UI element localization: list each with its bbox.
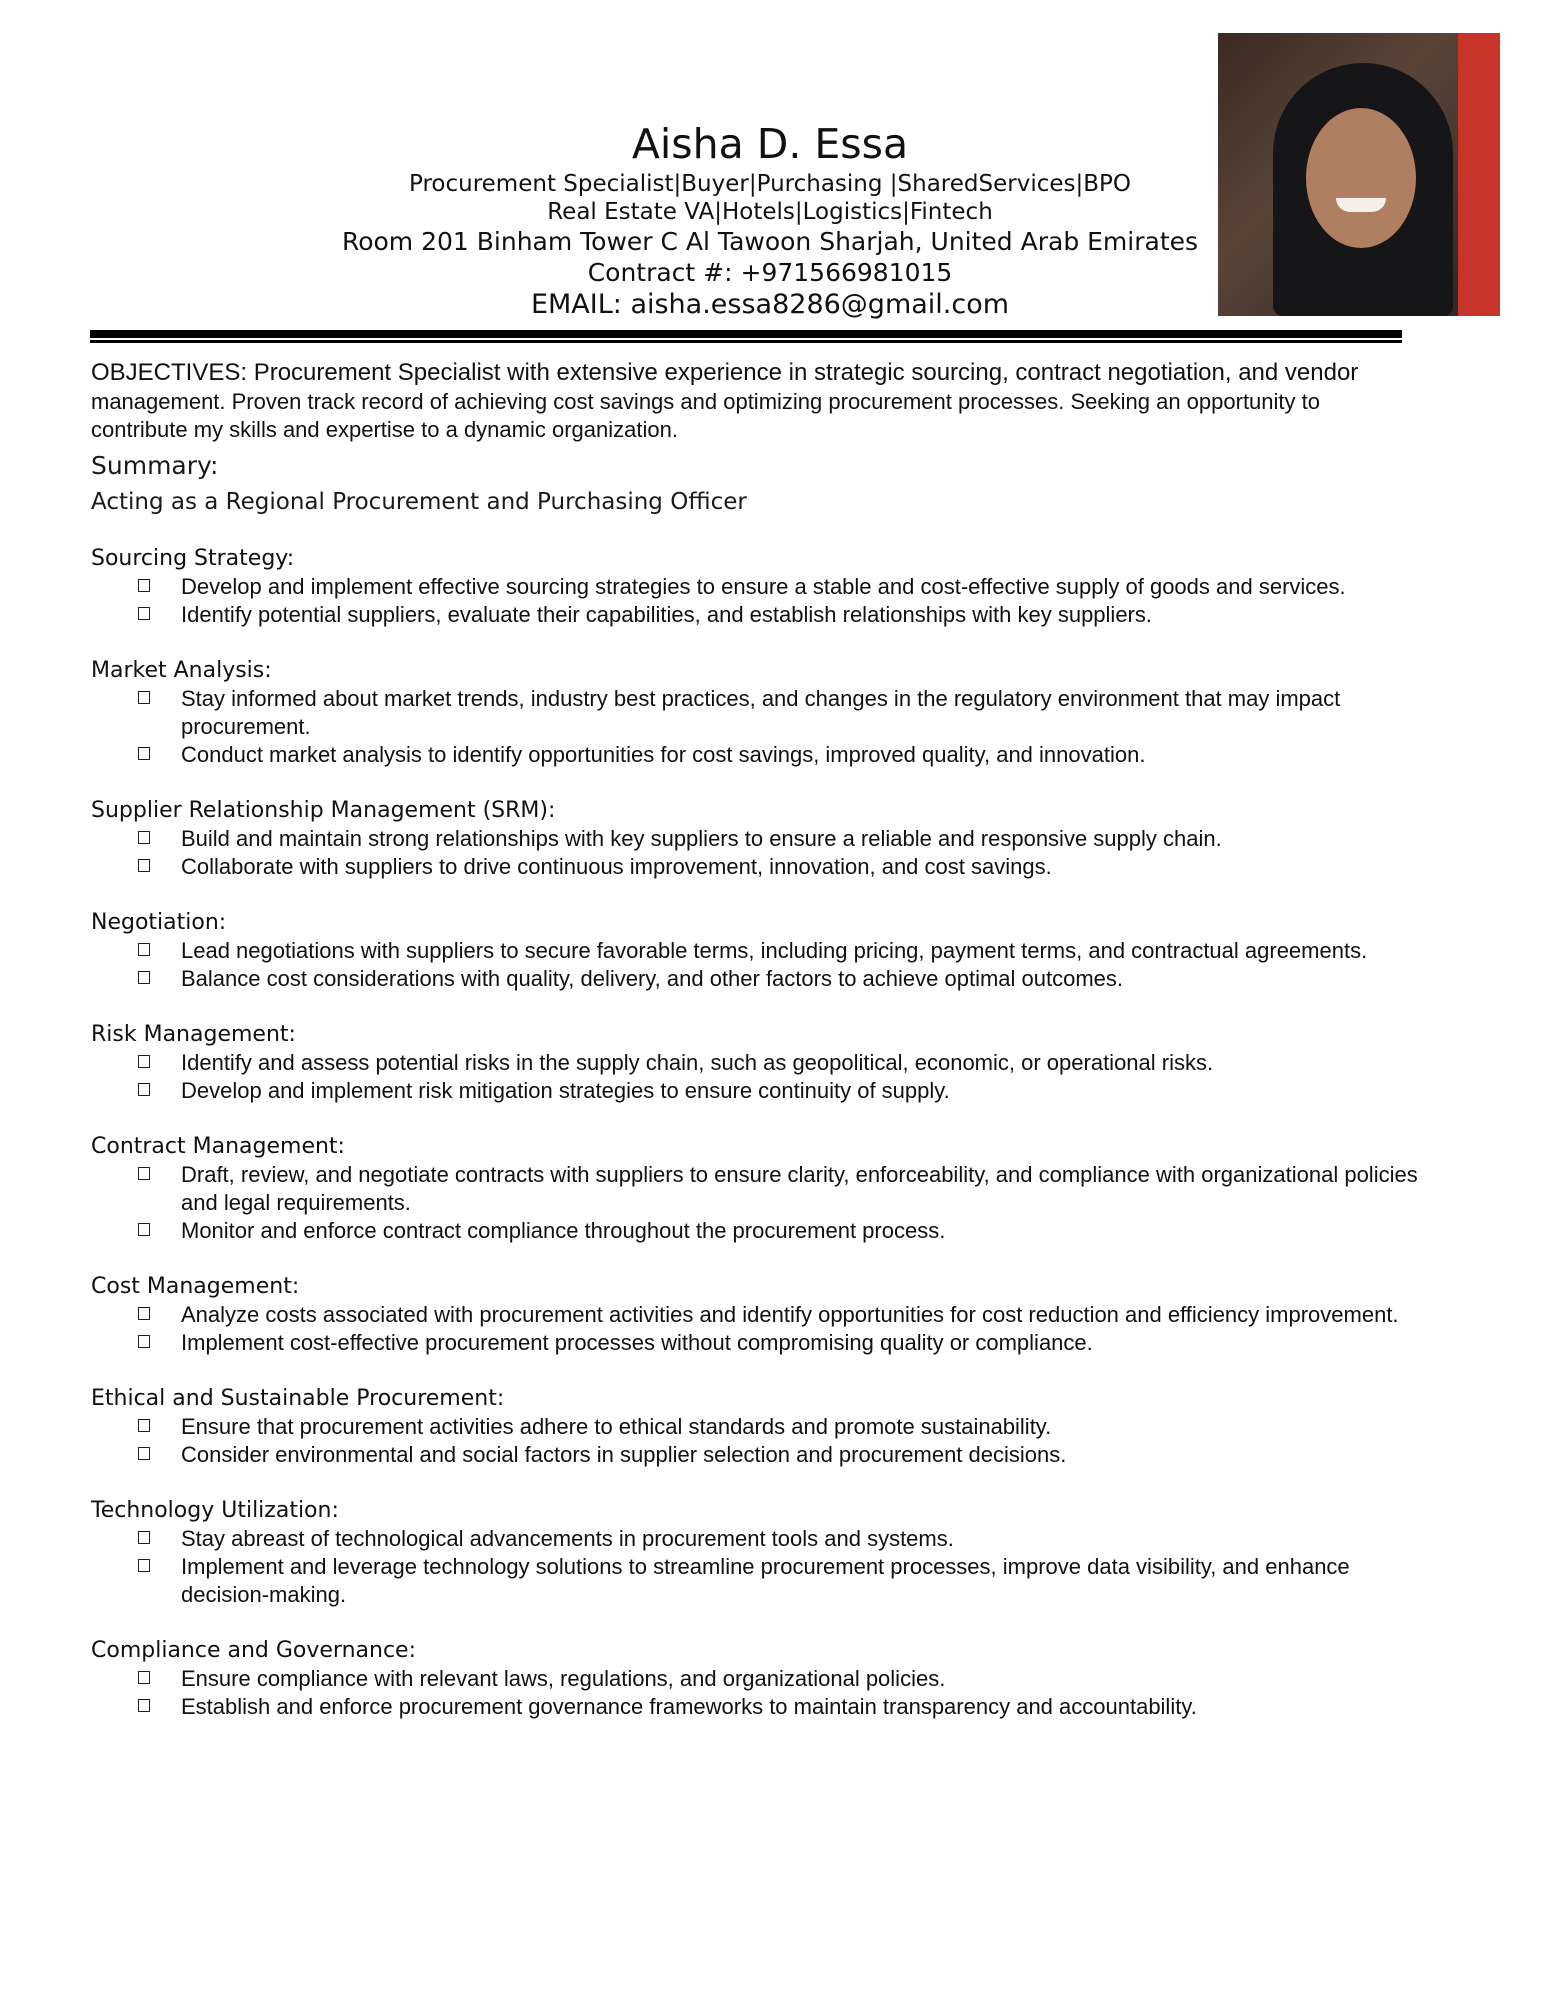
list-item-text: Develop and implement risk mitigation strategies to ensure continuity of supply. [181,1078,950,1103]
email: EMAIL: aisha.essa8286@gmail.com [530,289,1010,320]
job-titles: Procurement Specialist|Buyer|Purchasing |SharedServices|BPO [409,171,1131,197]
list-item [91,601,1421,629]
checkbox-bullet-icon [138,607,150,620]
section [91,797,1421,881]
list-item-text: Ensure compliance with relevant laws, regulations, and organizational policies. [181,1666,946,1691]
checkbox-bullet-icon [138,579,150,592]
checkbox-bullet-icon [138,1335,150,1348]
list-item [91,853,1421,881]
section [91,1385,1421,1469]
address: Room 201 Binham Tower C Al Tawoon Sharjah, United Arab Emirates [341,227,1199,256]
checkbox-bullet-icon [138,747,150,760]
checkbox-bullet-icon [138,1055,150,1068]
list-item-text: Collaborate with suppliers to drive continuous improvement, innovation, and cost savings. [181,854,1052,879]
list-item [91,1161,1421,1217]
list-item [91,1553,1421,1609]
list-item-text: Develop and implement effective sourcing strategies to ensure a stable and cost-effective supply of goods and services. [181,574,1346,599]
list-item-text: Establish and enforce procurement governance frameworks to maintain transparency and accountability. [181,1694,1197,1719]
list-item [91,1301,1421,1329]
list-item [91,741,1421,769]
list-item-text: Stay abreast of technological advancements in procurement tools and systems. [181,1526,954,1551]
list-item-text: Implement cost-effective procurement processes without compromising quality or compliance. [181,1330,1093,1355]
list-item [91,965,1421,993]
summary-text: Acting as a Regional Procurement and Purchasing Officer [91,489,747,515]
section-title: Market Analysis: [91,658,272,683]
checkbox-bullet-icon [138,1671,150,1684]
list-item [91,825,1421,853]
section [91,1021,1421,1105]
contact-number: Contract #: +971566981015 [587,258,953,287]
list-item [91,937,1421,965]
checkbox-bullet-icon [138,1307,150,1320]
section-title: Cost Management: [91,1274,300,1299]
list-item [91,1413,1421,1441]
checkbox-bullet-icon [138,859,150,872]
profile-photo [1218,33,1500,316]
list-item [91,1077,1421,1105]
summary-heading: Summary: [91,451,219,480]
list-item-text: Analyze costs associated with procurement activities and identify opportunities for cost reduction and efficiency improvement. [181,1302,1399,1327]
list-item [91,685,1421,741]
section [91,909,1421,993]
industries: Real Estate VA|Hotels|Logistics|Fintech [547,199,993,225]
section [91,1273,1421,1357]
section-title: Risk Management: [91,1022,296,1047]
list-item [91,1525,1421,1553]
objectives-text: management. Proven track record of achieving cost savings and optimizing procurement processes. Seeking an opportunity to contribute my skills and expertise to a dynamic organization. [91,389,1320,442]
section-title: Sourcing Strategy: [91,546,295,571]
checkbox-bullet-icon [138,1559,150,1572]
resume-body [91,358,1421,1721]
checkbox-bullet-icon [138,1083,150,1096]
list-item [91,1665,1421,1693]
section [91,1497,1421,1609]
list-item-text: Stay informed about market trends, industry best practices, and changes in the regulatory environment that may impact procurement. [181,686,1341,739]
checkbox-bullet-icon [138,1419,150,1432]
checkbox-bullet-icon [138,1447,150,1460]
photo-face [1306,108,1416,248]
list-item-text: Ensure that procurement activities adhere to ethical standards and promote sustainability. [181,1414,1052,1439]
list-item [91,1693,1421,1721]
candidate-name: Aisha D. Essa [631,120,909,168]
section-title: Negotiation: [91,910,227,935]
list-item-text: Conduct market analysis to identify opportunities for cost savings, improved quality, and innovation. [181,742,1146,767]
list-item-text: Lead negotiations with suppliers to secure favorable terms, including pricing, payment terms, and contractual agreements. [181,938,1368,963]
checkbox-bullet-icon [138,1699,150,1712]
list-item-text: Implement and leverage technology solutions to streamline procurement processes, improve data visibility, and enhance decision-making. [181,1554,1350,1607]
section [91,545,1421,629]
checkbox-bullet-icon [138,971,150,984]
list-item-text: Consider environmental and social factors in supplier selection and procurement decisions. [181,1442,1067,1467]
checkbox-bullet-icon [138,1223,150,1236]
objectives-lead: OBJECTIVES: Procurement Specialist with extensive experience in strategic sourcing, contract negotiation, and vendor [91,359,1359,386]
list-item [91,1217,1421,1245]
checkbox-bullet-icon [138,943,150,956]
section-title: Contract Management: [91,1134,345,1159]
photo-smile [1336,198,1386,212]
list-item [91,1441,1421,1469]
section-title: Ethical and Sustainable Procurement: [91,1386,505,1411]
list-item-text: Identify potential suppliers, evaluate their capabilities, and establish relationships with key suppliers. [181,602,1152,627]
header-divider-thick [90,330,1402,338]
list-item-text: Monitor and enforce contract compliance throughout the procurement process. [181,1218,946,1243]
section [91,1637,1421,1721]
photo-background-curtain [1458,33,1500,316]
list-item-text: Draft, review, and negotiate contracts with suppliers to ensure clarity, enforceability, and compliance with organizational policies and legal requirements. [181,1162,1418,1215]
list-item [91,1329,1421,1357]
list-item [91,573,1421,601]
list-item-text: Balance cost considerations with quality, delivery, and other factors to achieve optimal outcomes. [181,966,1124,991]
header-divider-thin [90,340,1402,343]
checkbox-bullet-icon [138,1167,150,1180]
checkbox-bullet-icon [138,831,150,844]
section [91,1133,1421,1245]
section-title: Technology Utilization: [91,1498,339,1523]
checkbox-bullet-icon [138,1531,150,1544]
section-title: Supplier Relationship Management (SRM): [91,798,556,823]
checkbox-bullet-icon [138,691,150,704]
list-item-text: Build and maintain strong relationships with key suppliers to ensure a reliable and responsive supply chain. [181,826,1222,851]
section [91,657,1421,769]
section-title: Compliance and Governance: [91,1638,417,1663]
list-item [91,1049,1421,1077]
list-item-text: Identify and assess potential risks in the supply chain, such as geopolitical, economic, or operational risks. [181,1050,1214,1075]
